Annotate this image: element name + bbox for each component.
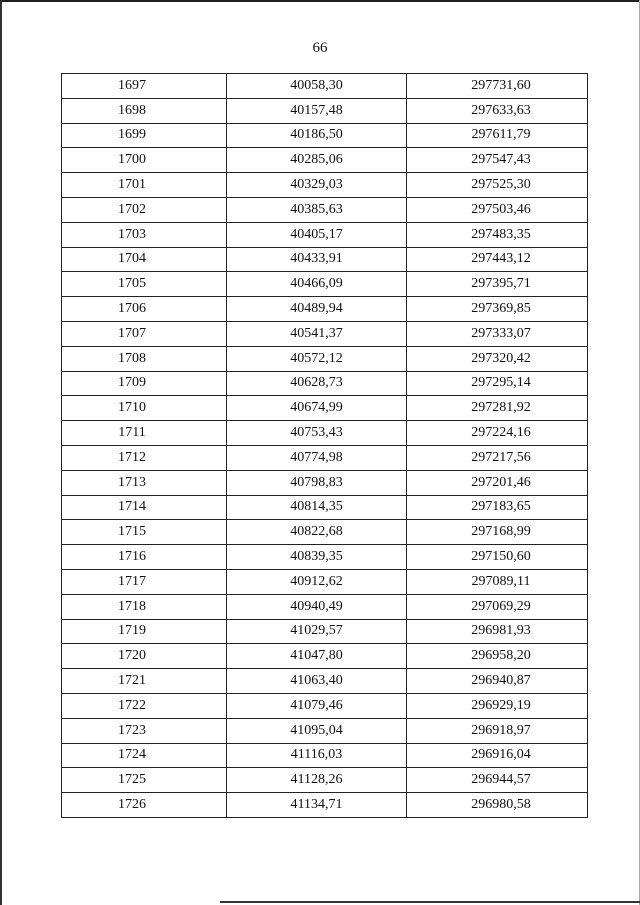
table-row — [62, 445, 588, 470]
y-coordinate-cell: 296916,04 — [407, 743, 588, 768]
table-row — [62, 619, 588, 644]
y-coordinate-cell: 297611,79 — [407, 123, 588, 148]
point-number-cell: 1704 — [62, 247, 227, 272]
y-coordinate-cell: 297369,85 — [407, 297, 588, 322]
x-coordinate-cell: 40839,35 — [227, 545, 407, 570]
y-coordinate-cell: 297183,65 — [407, 495, 588, 520]
table-row — [62, 197, 588, 222]
table-row — [62, 644, 588, 669]
point-number-cell: 1723 — [62, 718, 227, 743]
y-coordinate-cell: 297395,71 — [407, 272, 588, 297]
y-coordinate-cell: 296944,57 — [407, 768, 588, 793]
table-row — [62, 123, 588, 148]
table-row — [62, 495, 588, 520]
y-coordinate-cell: 296981,93 — [407, 619, 588, 644]
table-row — [62, 545, 588, 570]
y-coordinate-cell: 297295,14 — [407, 371, 588, 396]
table-row — [62, 371, 588, 396]
point-number-cell: 1726 — [62, 793, 227, 818]
table-row — [62, 718, 588, 743]
y-coordinate-cell: 296940,87 — [407, 669, 588, 694]
x-coordinate-cell: 40186,50 — [227, 123, 407, 148]
x-coordinate-cell: 40774,98 — [227, 445, 407, 470]
x-coordinate-cell: 40329,03 — [227, 173, 407, 198]
point-number-cell: 1718 — [62, 594, 227, 619]
point-number-cell: 1711 — [62, 421, 227, 446]
table-row — [62, 173, 588, 198]
point-number-cell: 1717 — [62, 569, 227, 594]
point-number-cell: 1710 — [62, 396, 227, 421]
point-number-cell: 1716 — [62, 545, 227, 570]
y-coordinate-cell: 296918,97 — [407, 718, 588, 743]
point-number-cell: 1702 — [62, 197, 227, 222]
page-edge-bottom — [220, 901, 640, 903]
y-coordinate-cell: 297525,30 — [407, 173, 588, 198]
table-row — [62, 594, 588, 619]
table-row — [62, 346, 588, 371]
x-coordinate-cell: 40822,68 — [227, 520, 407, 545]
y-coordinate-cell: 297089,11 — [407, 569, 588, 594]
x-coordinate-cell: 40912,62 — [227, 569, 407, 594]
table-row — [62, 98, 588, 123]
point-number-cell: 1707 — [62, 321, 227, 346]
table-row — [62, 569, 588, 594]
x-coordinate-cell: 40466,09 — [227, 272, 407, 297]
x-coordinate-cell: 41134,71 — [227, 793, 407, 818]
table-row — [62, 74, 588, 99]
x-coordinate-cell: 40674,99 — [227, 396, 407, 421]
table-row — [62, 148, 588, 173]
point-number-cell: 1709 — [62, 371, 227, 396]
x-coordinate-cell: 40753,43 — [227, 421, 407, 446]
point-number-cell: 1725 — [62, 768, 227, 793]
x-coordinate-cell: 40385,63 — [227, 197, 407, 222]
page-edge-top — [0, 0, 640, 2]
x-coordinate-cell: 40285,06 — [227, 148, 407, 173]
x-coordinate-cell: 41128,26 — [227, 768, 407, 793]
y-coordinate-cell: 297320,42 — [407, 346, 588, 371]
y-coordinate-cell: 297443,12 — [407, 247, 588, 272]
x-coordinate-cell: 41063,40 — [227, 669, 407, 694]
x-coordinate-cell: 40628,73 — [227, 371, 407, 396]
y-coordinate-cell: 297217,56 — [407, 445, 588, 470]
x-coordinate-cell: 41079,46 — [227, 693, 407, 718]
point-number-cell: 1697 — [62, 74, 227, 99]
page-number: 66 — [312, 40, 328, 56]
point-number-cell: 1712 — [62, 445, 227, 470]
point-number-cell: 1699 — [62, 123, 227, 148]
x-coordinate-cell: 41116,03 — [227, 743, 407, 768]
point-number-cell: 1715 — [62, 520, 227, 545]
point-number-cell: 1703 — [62, 222, 227, 247]
x-coordinate-cell: 40798,83 — [227, 470, 407, 495]
point-number-cell: 1708 — [62, 346, 227, 371]
table-row — [62, 421, 588, 446]
y-coordinate-cell: 297483,35 — [407, 222, 588, 247]
x-coordinate-cell: 40541,37 — [227, 321, 407, 346]
x-coordinate-cell: 40433,91 — [227, 247, 407, 272]
point-number-cell: 1698 — [62, 98, 227, 123]
table-row — [62, 272, 588, 297]
point-number-cell: 1705 — [62, 272, 227, 297]
y-coordinate-cell: 296929,19 — [407, 693, 588, 718]
table-row — [62, 247, 588, 272]
x-coordinate-cell: 40940,49 — [227, 594, 407, 619]
table-row — [62, 396, 588, 421]
point-number-cell: 1721 — [62, 669, 227, 694]
x-coordinate-cell: 40572,12 — [227, 346, 407, 371]
x-coordinate-cell: 40405,17 — [227, 222, 407, 247]
point-number-cell: 1720 — [62, 644, 227, 669]
coordinates-table-body — [62, 74, 588, 818]
table-row — [62, 520, 588, 545]
x-coordinate-cell: 40489,94 — [227, 297, 407, 322]
coordinates-table — [61, 73, 588, 818]
point-number-cell: 1713 — [62, 470, 227, 495]
point-number-cell: 1706 — [62, 297, 227, 322]
point-number-cell: 1700 — [62, 148, 227, 173]
point-number-cell: 1701 — [62, 173, 227, 198]
x-coordinate-cell: 41047,80 — [227, 644, 407, 669]
y-coordinate-cell: 297633,63 — [407, 98, 588, 123]
point-number-cell: 1719 — [62, 619, 227, 644]
table-row — [62, 793, 588, 818]
y-coordinate-cell: 296980,58 — [407, 793, 588, 818]
point-number-cell: 1714 — [62, 495, 227, 520]
x-coordinate-cell: 40058,30 — [227, 74, 407, 99]
y-coordinate-cell: 297168,99 — [407, 520, 588, 545]
table-row — [62, 222, 588, 247]
y-coordinate-cell: 297201,46 — [407, 470, 588, 495]
x-coordinate-cell: 40814,35 — [227, 495, 407, 520]
table-row — [62, 743, 588, 768]
table-row — [62, 669, 588, 694]
table-row — [62, 693, 588, 718]
y-coordinate-cell: 297224,16 — [407, 421, 588, 446]
point-number-cell: 1724 — [62, 743, 227, 768]
y-coordinate-cell: 297150,60 — [407, 545, 588, 570]
x-coordinate-cell: 41095,04 — [227, 718, 407, 743]
table-row — [62, 768, 588, 793]
table-row — [62, 470, 588, 495]
y-coordinate-cell: 297503,46 — [407, 197, 588, 222]
y-coordinate-cell: 296958,20 — [407, 644, 588, 669]
table-row — [62, 321, 588, 346]
y-coordinate-cell: 297731,60 — [407, 74, 588, 99]
table-row — [62, 297, 588, 322]
point-number-cell: 1722 — [62, 693, 227, 718]
page-edge-left — [0, 0, 2, 905]
y-coordinate-cell: 297281,92 — [407, 396, 588, 421]
x-coordinate-cell: 40157,48 — [227, 98, 407, 123]
y-coordinate-cell: 297333,07 — [407, 321, 588, 346]
y-coordinate-cell: 297069,29 — [407, 594, 588, 619]
x-coordinate-cell: 41029,57 — [227, 619, 407, 644]
y-coordinate-cell: 297547,43 — [407, 148, 588, 173]
